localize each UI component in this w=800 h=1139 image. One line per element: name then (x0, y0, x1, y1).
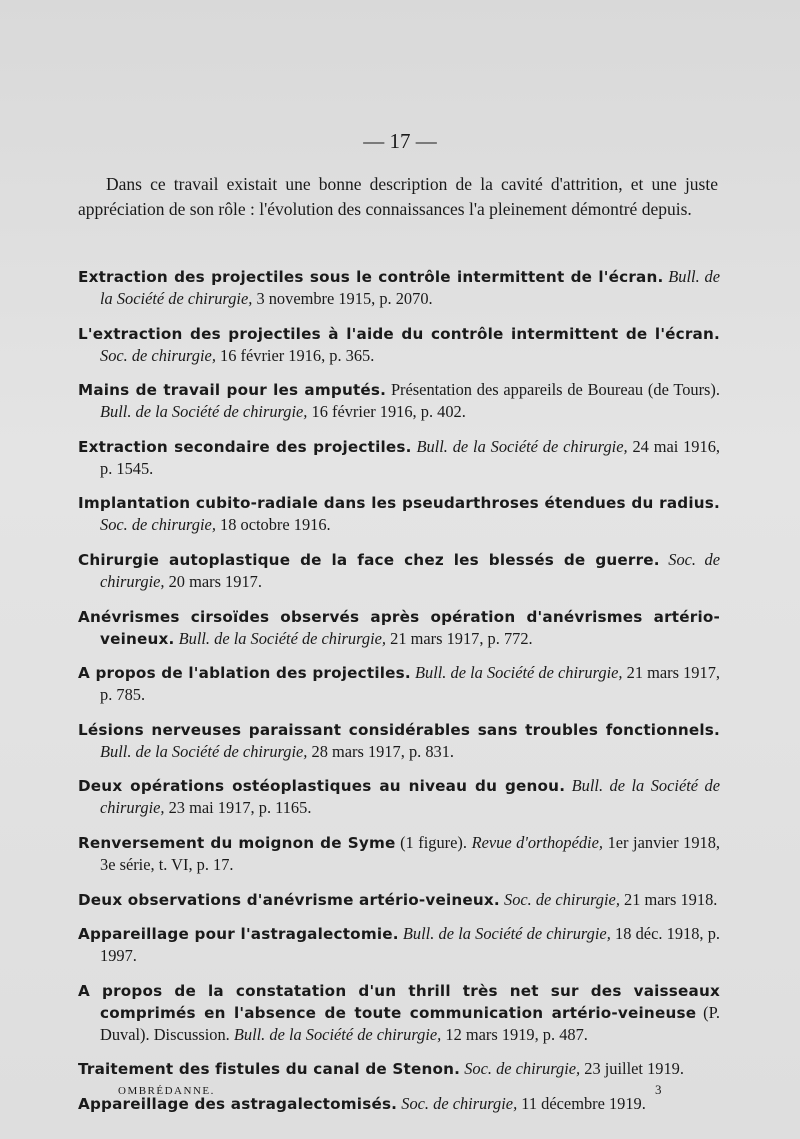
entry-text: (P. Duval). Discussion. (100, 1002, 720, 1044)
entry-journal: Soc. de chirurgie, (464, 1059, 581, 1079)
entry-journal: Bull. de la Société de chirurgie, (100, 267, 720, 308)
bibliography-list (78, 266, 720, 1128)
entry-title: Appareillage des astragalectomisés. (78, 1094, 398, 1113)
bibliography-entry (78, 549, 720, 593)
bibliography-entry (78, 832, 720, 876)
entry-date: 21 mars 1918. (624, 889, 718, 909)
entry-date: 1er janvier 1918, 3e série, t. VI, p. 17. (100, 832, 721, 874)
entry-journal: Soc. de chirurgie, (100, 515, 216, 535)
entry-date: 24 mai 1916, p. 1545. (100, 436, 720, 478)
entry-title: Anévrismes cirsoïdes observés après opération d'anévrismes artério-veineux. (78, 607, 720, 648)
entry-date: 11 décembre 1919. (521, 1093, 646, 1113)
bibliography-entry (78, 889, 720, 911)
entry-date: 21 mars 1917, p. 772. (390, 628, 533, 648)
entry-journal: Bull. de la Société de chirurgie, (402, 924, 611, 944)
entry-title: Lésions nerveuses paraissant considérables sans troubles fonctionnels. (78, 720, 720, 739)
entry-date: 16 février 1916, p. 402. (311, 402, 466, 422)
bibliography-entry (78, 492, 720, 536)
entry-title: Extraction des projectiles sous le contrôle intermittent de l'écran. (78, 268, 664, 286)
entry-journal: Soc. de chirurgie, (100, 549, 720, 591)
entry-title: L'extraction des projectiles à l'aide du contrôle intermittent de l'écran. (78, 324, 720, 343)
entry-title: A propos de la constatation d'un thrill très net sur des vaisseaux comprimés en l'absence de toute communication artério-veineuse (78, 981, 720, 1022)
entry-date: 18 octobre 1916. (220, 515, 331, 535)
entry-date: 16 février 1916, p. 365. (220, 345, 375, 365)
bibliography-entry (78, 436, 720, 480)
entry-journal: Soc. de chirurgie, (100, 345, 216, 365)
entry-title: Chirurgie autoplastique de la face chez les blessés de guerre. (78, 550, 660, 569)
bibliography-entry (78, 323, 720, 367)
entry-journal: Bull. de la Société de chirurgie, (233, 1024, 442, 1044)
bibliography-entry (78, 719, 720, 763)
entry-journal: Soc. de chirurgie, (401, 1093, 518, 1113)
signature-mark: 3 (655, 1082, 662, 1097)
entry-text: Présentation des appareils de Boureau (de Tours). (390, 380, 720, 400)
intro-paragraph: Dans ce travail existait une bonne description de la cavité d'attrition, et une juste appréciation de son rôle : l'évolution des connaissances l'a pleinement démontré depuis. (78, 174, 718, 219)
bibliography-entry (78, 662, 720, 706)
entry-title: Extraction secondaire des projectiles. (78, 437, 412, 456)
entry-date: 12 mars 1919, p. 487. (445, 1024, 588, 1044)
entry-title: Implantation cubito-radiale dans les pseudarthroses étendues du radius. (78, 494, 720, 513)
bibliography-entry (78, 923, 720, 967)
entry-date: 21 mars 1917, p. 785. (100, 663, 720, 705)
page-number: — 17 — (363, 129, 437, 153)
entry-journal: Bull. de la Société de chirurgie, (100, 741, 308, 761)
entry-journal: Bull. de la Société de chirurgie, (414, 663, 623, 683)
entry-title: Deux observations d'anévrisme artério-veineux. (78, 890, 500, 909)
bibliography-entry (78, 606, 720, 650)
entry-journal: Bull. de la Société de chirurgie, (416, 436, 628, 456)
footer-author: OMBRÉDANNE. (118, 1085, 215, 1097)
entry-journal: Soc. de chirurgie, (504, 889, 620, 909)
entry-journal: Bull. de la Société de chirurgie, (100, 776, 720, 818)
entry-title: Traitement des fistules du canal de Stenon. (78, 1060, 461, 1079)
entry-journal: Bull. de la Société de chirurgie, (100, 402, 308, 422)
bibliography-entry (78, 980, 720, 1046)
entry-date: 20 mars 1917. (168, 571, 262, 591)
entry-title: Deux opérations ostéoplastiques au niveau du genou. (78, 777, 566, 796)
entry-date: 3 novembre 1915, p. 2070. (256, 289, 433, 308)
entry-title: Mains de travail pour les amputés. (78, 381, 387, 400)
entry-date: 18 déc. 1918, p. 1997. (100, 924, 720, 966)
bibliography-entry (78, 266, 720, 310)
entry-title: Renversement du moignon de Syme (78, 833, 396, 852)
entry-journal: Revue d'orthopédie, (471, 832, 603, 852)
entry-date: 23 mai 1917, p. 1165. (168, 798, 312, 818)
entry-title: Appareillage pour l'astragalectomie. (78, 925, 399, 944)
entry-journal: Bull. de la Société de chirurgie, (178, 628, 387, 648)
entry-text: (1 figure). (400, 832, 467, 852)
bibliography-entry (78, 379, 720, 423)
entry-title: A propos de l'ablation des projectiles. (78, 664, 411, 683)
bibliography-entry (78, 1058, 720, 1080)
entry-date: 28 mars 1917, p. 831. (311, 741, 455, 761)
bibliography-entry (78, 775, 720, 819)
entry-date: 23 juillet 1919. (584, 1059, 684, 1079)
